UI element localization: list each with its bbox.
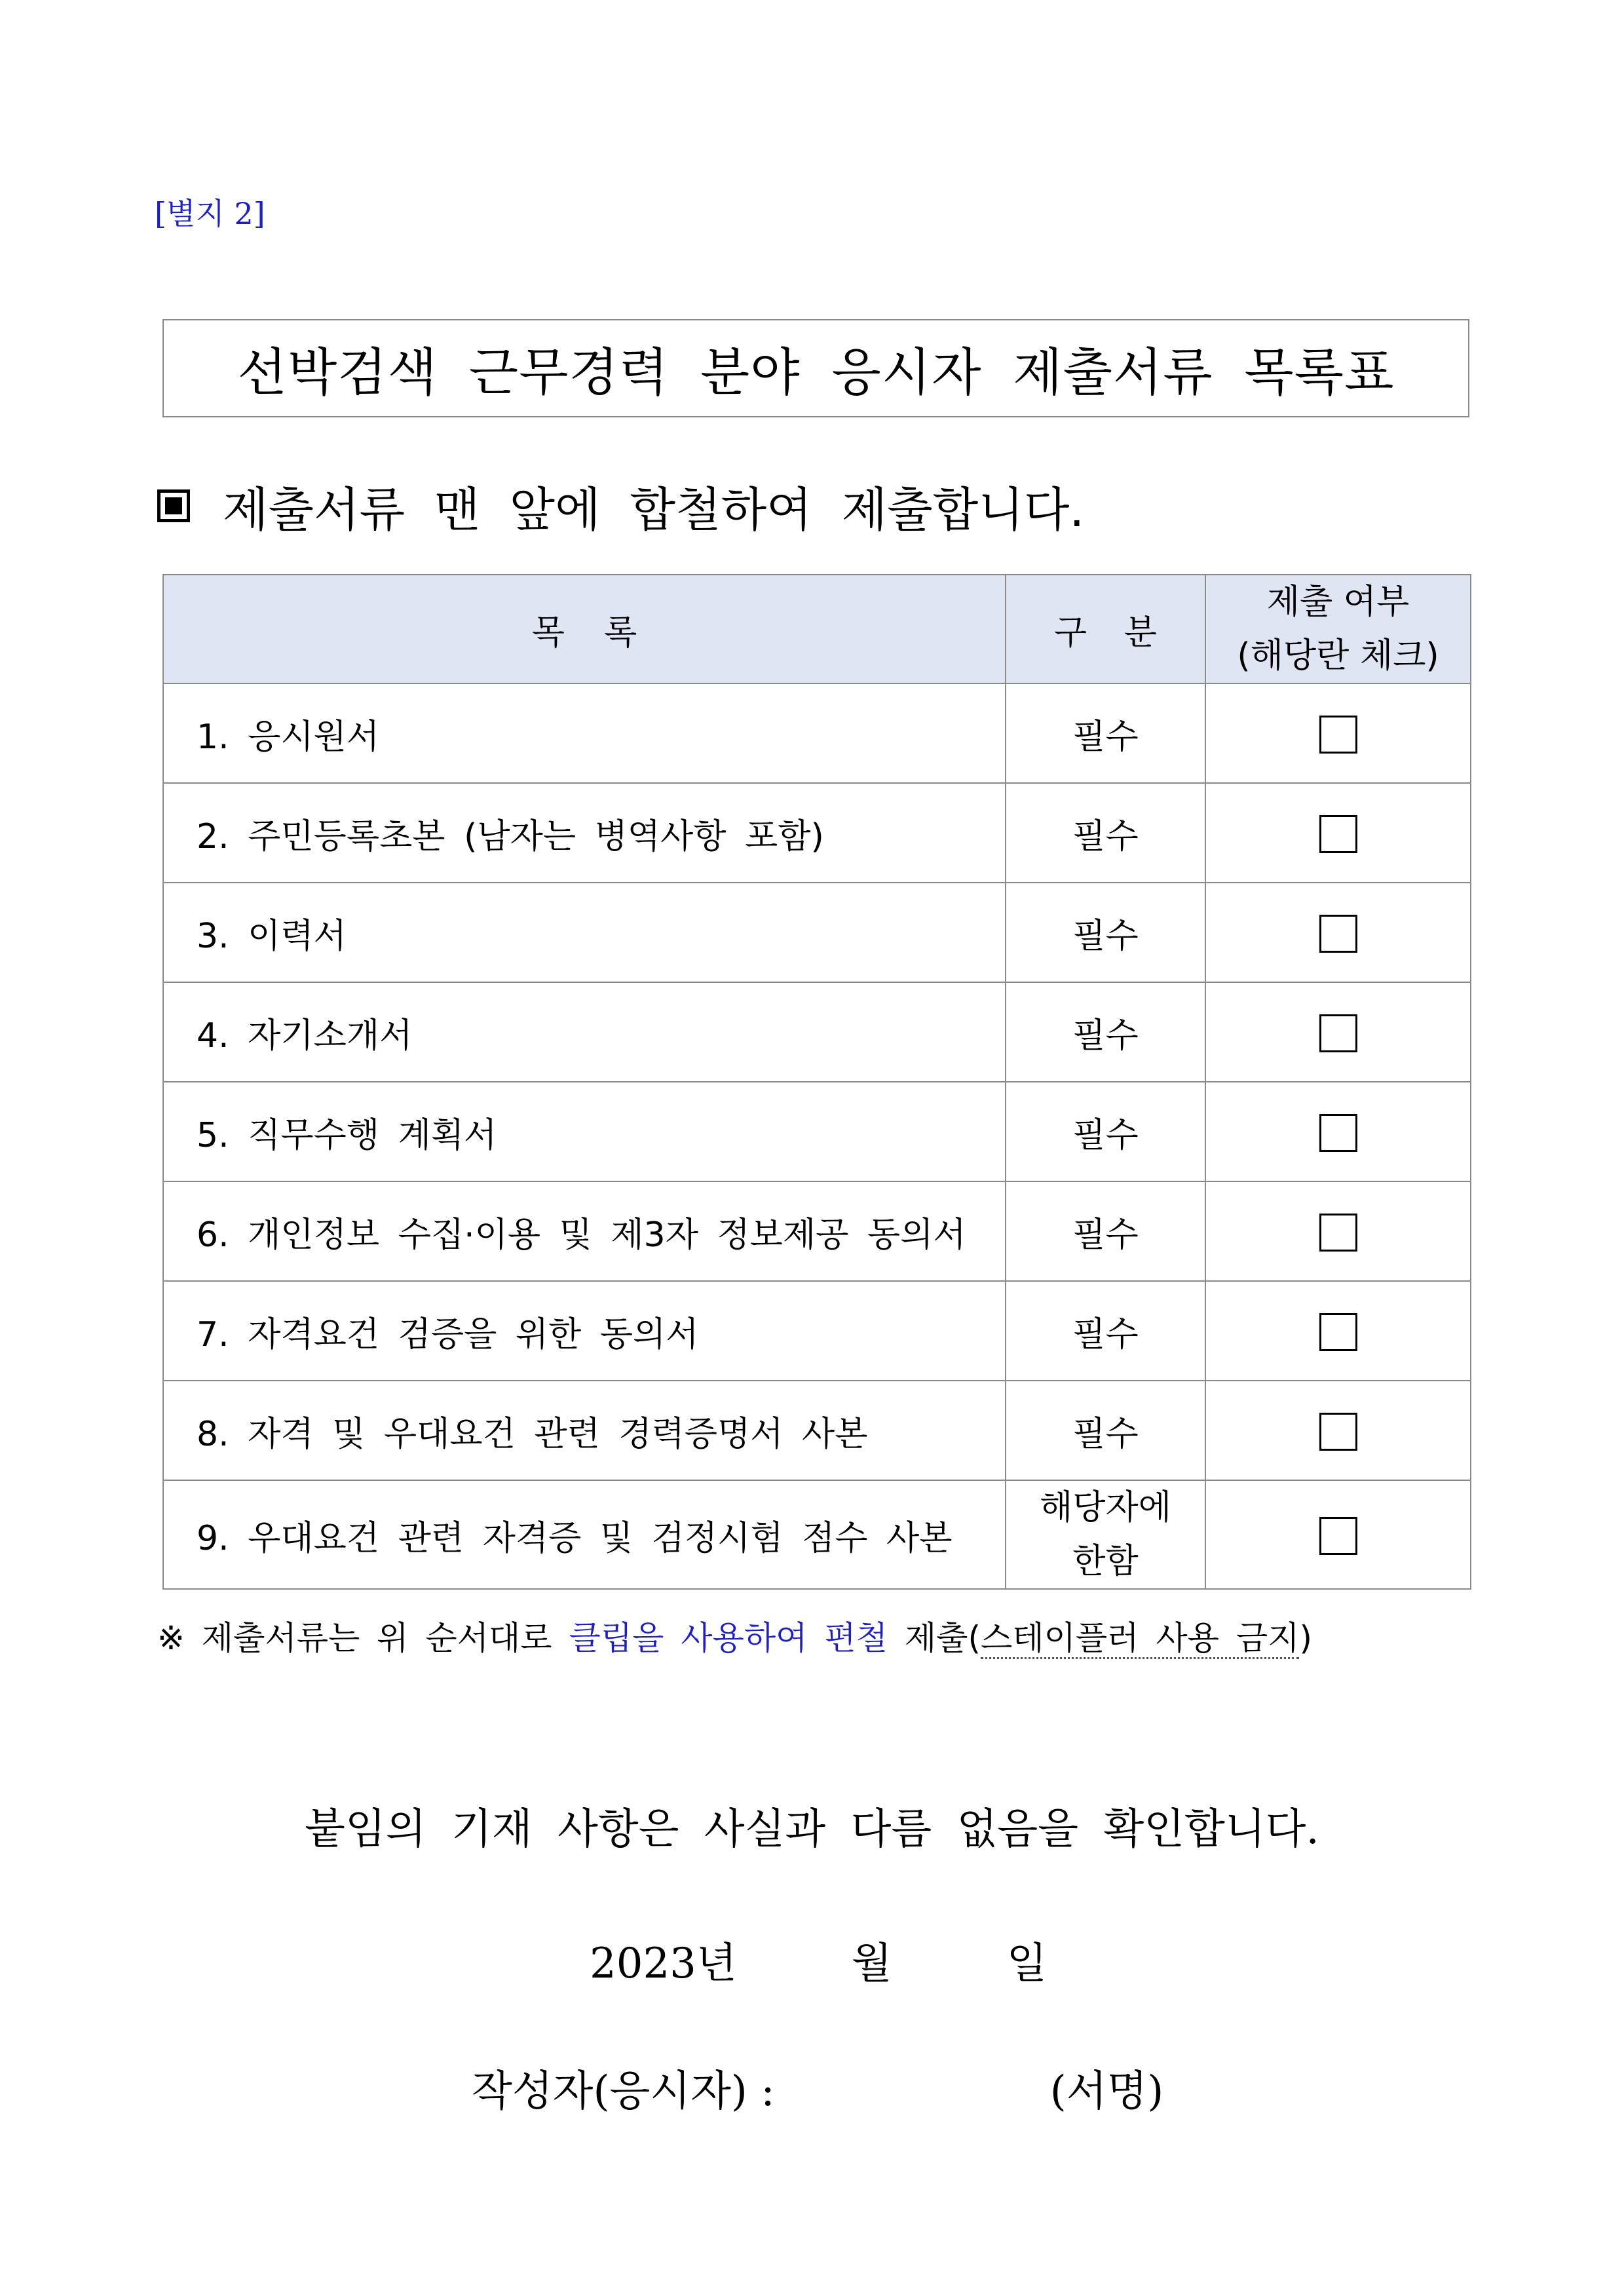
- header-list: 목록: [163, 575, 1006, 683]
- item-cell: 1. 응시원서: [163, 683, 1006, 783]
- annex-label: [별지 2]: [155, 196, 265, 231]
- table-header-row: [163, 575, 1471, 683]
- table-row: [163, 1480, 1471, 1589]
- category-cell: 필수: [1006, 1381, 1205, 1480]
- date-line: [590, 1930, 1047, 1990]
- checkbox[interactable]: [1319, 1114, 1357, 1152]
- checkbox[interactable]: [1319, 915, 1357, 953]
- date-day: 일: [1006, 1940, 1048, 1988]
- category-cell: 필수: [1006, 1281, 1205, 1381]
- filled-square-icon: [157, 489, 190, 522]
- checkbox[interactable]: [1319, 1313, 1357, 1351]
- checkbox[interactable]: [1319, 1214, 1357, 1252]
- checkbox[interactable]: [1319, 1413, 1357, 1451]
- footnote: ※ 제출서류는 위 순서대로 클립을 사용하여 편철 제출(스테이플러 사용 금지): [157, 1612, 1312, 1659]
- document-title: 선박검색 근무경력 분야 응시자 제출서류 목록표: [237, 343, 1395, 402]
- table-row: [163, 883, 1471, 982]
- item-cell: 8. 자격 및 우대요건 관련 경력증명서 사본: [163, 1381, 1006, 1480]
- instruction-text: 제출서류 맨 앞에 합철하여 제출합니다.: [223, 482, 1085, 537]
- item-cell: 2. 주민등록초본 (남자는 병역사항 포함): [163, 783, 1006, 883]
- item-cell: 3. 이력서: [163, 883, 1006, 982]
- table-row: [163, 783, 1471, 883]
- table-row: [163, 1381, 1471, 1480]
- signer-label: 작성자(응시자) :: [472, 2067, 775, 2116]
- document-title-box: [162, 319, 1469, 417]
- checkbox[interactable]: [1319, 1014, 1357, 1052]
- footnote-dotted: 스테이플러 사용 금지: [981, 1619, 1300, 1659]
- table-row: [163, 1181, 1471, 1281]
- confirmation-statement: 붙임의 기재 사항은 사실과 다름 없음을 확인합니다.: [305, 1805, 1319, 1854]
- checkbox[interactable]: [1319, 716, 1357, 754]
- table-row: [163, 683, 1471, 783]
- item-cell: 4. 자기소개서: [163, 982, 1006, 1082]
- category-cell: 필수: [1006, 1082, 1205, 1181]
- instruction-line: [157, 472, 1084, 540]
- checkbox[interactable]: [1319, 815, 1357, 853]
- category-cell: 필수: [1006, 982, 1205, 1082]
- item-cell: 5. 직무수행 계획서: [163, 1082, 1006, 1181]
- category-cell: 필수: [1006, 883, 1205, 982]
- date-year: 2023년: [590, 1940, 737, 1988]
- item-cell: 9. 우대요건 관련 자격증 및 검정시험 점수 사본: [163, 1480, 1006, 1589]
- table-row: [163, 982, 1471, 1082]
- submission-checklist-table: [162, 574, 1471, 1590]
- checkbox[interactable]: [1319, 1517, 1357, 1555]
- category-cell: 필수: [1006, 683, 1205, 783]
- header-submitted: 제출 여부 (해당란 체크): [1205, 575, 1471, 683]
- category-cell: 필수: [1006, 783, 1205, 883]
- signature-field[interactable]: (서명): [1049, 2067, 1164, 2116]
- header-category: 구 분: [1006, 575, 1205, 683]
- footnote-highlight: 클립을 사용하여 편철: [569, 1619, 888, 1657]
- item-cell: 7. 자격요건 검증을 위한 동의서: [163, 1281, 1006, 1381]
- table-row: [163, 1082, 1471, 1181]
- table-row: [163, 1281, 1471, 1381]
- signer-line: [472, 2057, 1163, 2118]
- item-cell: 6. 개인정보 수집·이용 및 제3자 정보제공 동의서: [163, 1181, 1006, 1281]
- date-month: 월: [851, 1940, 892, 1988]
- category-cell: 해당자에 한함: [1006, 1480, 1205, 1589]
- category-cell: 필수: [1006, 1181, 1205, 1281]
